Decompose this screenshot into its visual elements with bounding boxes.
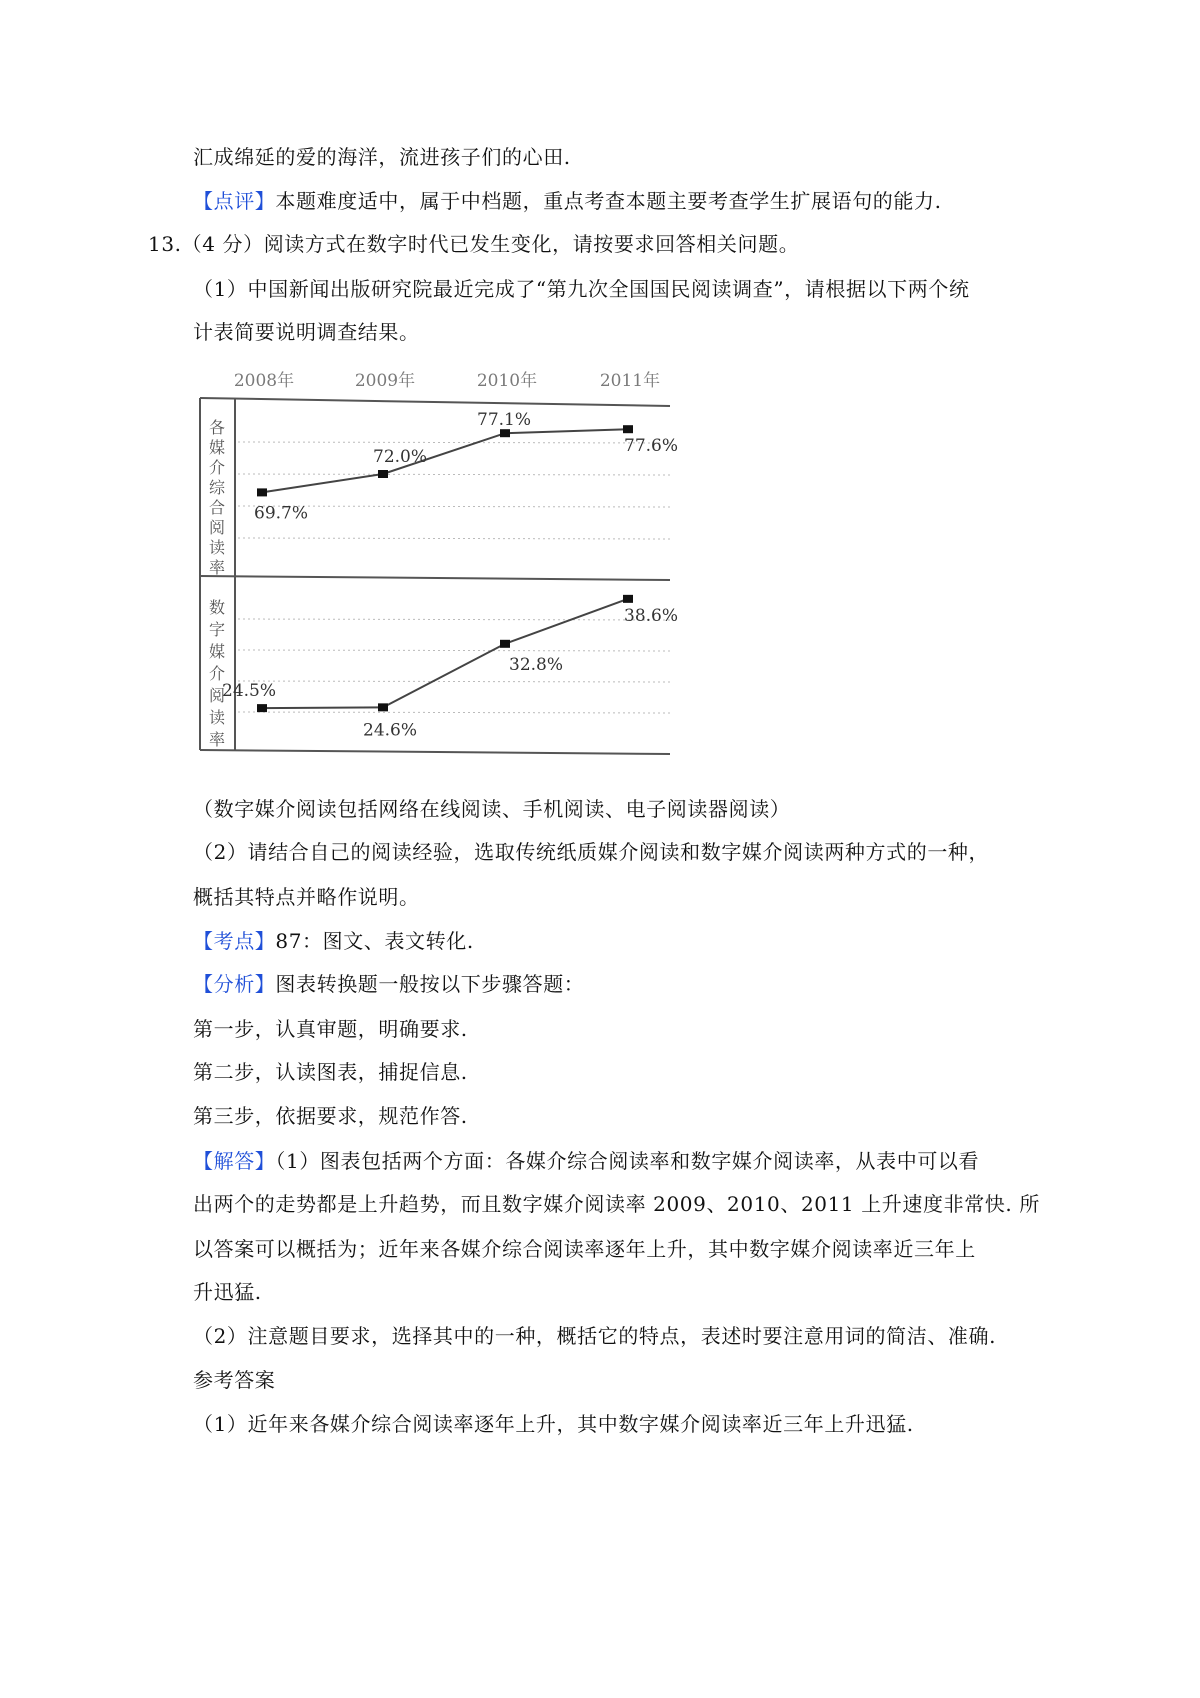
grid-line <box>238 474 670 475</box>
comment-text: 本题难度适中，属于中档题，重点考查本题主要考查学生扩展语句的能力. <box>275 189 942 213</box>
data-label: 69.7% <box>254 503 309 524</box>
analysis-text: 图表转换题一般按以下步骤答题： <box>275 972 585 996</box>
text-line: 汇成绵延的爱的海洋，流进孩子们的心田. <box>193 145 571 169</box>
data-label: 77.6% <box>624 436 679 457</box>
data-label: 38.6% <box>624 605 679 626</box>
data-point-marker <box>500 429 510 437</box>
data-label: 77.1% <box>477 410 532 431</box>
data-point-marker <box>257 704 267 712</box>
question-13-part2-cont: 概括其特点并略作说明。 <box>193 885 420 909</box>
step-3: 第三步，依据要求，规范作答. <box>193 1104 468 1128</box>
data-point-marker <box>500 640 510 648</box>
grid-line <box>238 538 670 539</box>
grid-line <box>238 650 670 651</box>
data-label: 32.8% <box>509 654 564 675</box>
reference-answer-1: （1）近年来各媒介综合阅读率逐年上升，其中数字媒介阅读率近三年上升迅猛. <box>193 1412 914 1436</box>
chart-svg <box>200 371 740 828</box>
question-13: 13.（4 分）阅读方式在数字时代已发生变化，请按要求回答相关问题。 <box>148 232 800 256</box>
comment-line <box>193 187 942 215</box>
comment-tag: 【点评】 <box>193 189 276 213</box>
grid-line <box>238 712 670 713</box>
question-13-part1: （1）中国新闻出版研究院最近完成了“第九次全国国民阅读调查”，请根据以下两个统 <box>193 277 970 301</box>
answer-part2: （2）注意题目要求，选择其中的一种，概括它的特点，表述时要注意用词的简洁、准确. <box>193 1324 997 1348</box>
data-point-marker <box>378 703 388 711</box>
chart-caption: （数字媒介阅读包括网络在线阅读、手机阅读、电子阅读器阅读） <box>193 797 791 821</box>
data-label: 24.5% <box>222 681 277 702</box>
question-13-part2: （2）请结合自己的阅读经验，选取传统纸质媒介阅读和数字媒介阅读两种方式的一种， <box>193 840 990 864</box>
data-point-marker <box>623 595 633 603</box>
reference-answer-heading: 参考答案 <box>193 1368 276 1392</box>
year-tick-label: 2008年 <box>233 371 295 391</box>
data-point-marker <box>623 425 633 433</box>
series-line <box>262 599 628 708</box>
knowledge-point-text: 87：图文、表文转化. <box>275 929 474 953</box>
data-label: 72.0% <box>373 447 428 467</box>
year-tick-label: 2009年 <box>354 371 416 391</box>
data-point-marker <box>257 488 267 496</box>
grid-line <box>238 619 670 620</box>
answer-line <box>193 1147 979 1175</box>
chart-top-border <box>200 398 670 406</box>
grid-line <box>238 681 670 682</box>
grid-line <box>238 442 670 443</box>
answer-line-3: 以答案可以概括为；近年来各媒介综合阅读率逐年上升，其中数字媒介阅读率近三年上 <box>193 1237 976 1261</box>
answer-tag: 【解答】 <box>193 1149 276 1173</box>
answer-line-2: 出两个的走势都是上升趋势，而且数字媒介阅读率 2009、2010、2011 上升速度非常快. 所 <box>193 1192 1040 1216</box>
reading-rate-chart <box>200 371 740 828</box>
year-tick-label: 2010年 <box>476 371 538 391</box>
answer-line-4: 升迅猛. <box>193 1280 262 1304</box>
knowledge-point-tag: 【考点】 <box>193 929 276 953</box>
analysis-line <box>193 970 584 998</box>
question-13-part1-cont: 计表简要说明调查结果。 <box>193 320 420 344</box>
chart-middle-border <box>200 576 670 580</box>
series-line <box>262 429 628 492</box>
data-label: 24.6% <box>363 720 418 741</box>
series-name-label: 各媒介综合阅读率 <box>208 418 226 577</box>
analysis-tag: 【分析】 <box>193 972 276 996</box>
step-1: 第一步，认真审题，明确要求. <box>193 1017 468 1041</box>
year-tick-label: 2011年 <box>599 371 661 391</box>
knowledge-point-line <box>193 927 474 955</box>
answer-text: （1）图表包括两个方面：各媒介综合阅读率和数字媒介阅读率，从表中可以看 <box>275 1149 980 1173</box>
data-point-marker <box>378 470 388 478</box>
series-name-label: 数字媒介阅读率 <box>208 598 226 749</box>
chart-bottom-border <box>200 750 670 754</box>
step-2: 第二步，认读图表，捕捉信息. <box>193 1060 468 1084</box>
